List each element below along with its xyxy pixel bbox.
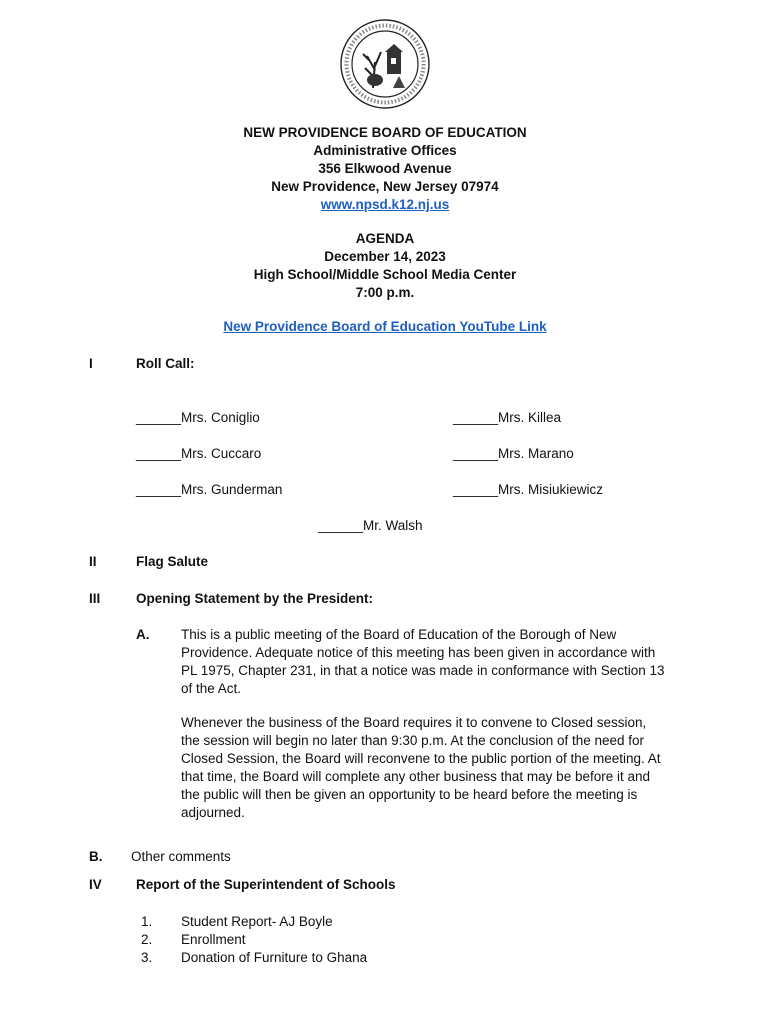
roll-call-killea: ______Mrs. Killea: [453, 410, 562, 425]
opening-paragraph-1: [181, 626, 681, 698]
section-title-roll-call: Roll Call:: [136, 356, 195, 371]
roll-call-cuccaro: ______Mrs. Cuccaro: [136, 446, 262, 461]
letterhead: [0, 124, 770, 214]
agenda-title: AGENDA: [355, 231, 415, 246]
board-seal-logo: [339, 18, 431, 110]
item-text: Student Report- AJ Boyle: [181, 914, 333, 929]
section-title-other: Other comments: [131, 849, 231, 864]
roll-call-gunderman: ______Mrs. Gunderman: [136, 482, 283, 497]
section-num-superintendent: IV: [89, 877, 102, 892]
paragraph-line: PL 1975, Chapter 231, in that a notice was made in conformance with Section 13: [181, 663, 665, 678]
street-address: 356 Elkwood Avenue: [318, 161, 452, 176]
section-title-superintendent: Report of the Superintendent of Schools: [136, 877, 396, 892]
paragraph-line: This is a public meeting of the Board of Education of the Borough of New: [181, 627, 617, 642]
section-num-roll-call: I: [89, 356, 93, 371]
meeting-date: December 14, 2023: [324, 249, 446, 264]
paragraph-line: that time, the Board will complete any other business that may be before it and: [181, 769, 651, 784]
opening-paragraph-2: [181, 714, 681, 822]
offices-line: Administrative Offices: [313, 143, 457, 158]
section-title-flag: Flag Salute: [136, 554, 209, 569]
item-number: 1.: [141, 914, 153, 929]
section-title-opening: Opening Statement by the President:: [136, 591, 374, 606]
city-state-zip: New Providence, New Jersey 07974: [271, 179, 499, 194]
seal-graphic: [339, 18, 431, 110]
section-num-flag: II: [89, 554, 97, 569]
paragraph-line: the public will then be given an opportunity to be heard before the meeting is: [181, 787, 638, 802]
opening-label-a: A.: [136, 627, 150, 642]
youtube-link[interactable]: New Providence Board of Education YouTube Link: [223, 319, 547, 334]
roll-call-walsh: ______Mr. Walsh: [318, 518, 423, 533]
org-name: NEW PROVIDENCE BOARD OF EDUCATION: [243, 125, 527, 140]
item-number: 3.: [141, 950, 153, 965]
youtube-link-row: [0, 318, 770, 336]
meeting-info: [0, 230, 770, 302]
item-number: 2.: [141, 932, 153, 947]
meeting-time: 7:00 p.m.: [355, 285, 415, 300]
roll-call-marano: ______Mrs. Marano: [453, 446, 574, 461]
roll-call-coniglio: ______Mrs. Coniglio: [136, 410, 260, 425]
paragraph-line: Providence. Adequate notice of this meeting has been given in accordance with: [181, 645, 656, 660]
roll-call-misiukiewicz: ______Mrs. Misiukiewicz: [453, 482, 604, 497]
paragraph-line: of the Act.: [181, 681, 242, 696]
paragraph-line: Whenever the business of the Board requires it to convene to Closed session,: [181, 715, 647, 730]
section-num-other: B.: [89, 849, 103, 864]
meeting-location: High School/Middle School Media Center: [253, 267, 517, 282]
paragraph-line: Closed Session, the Board will reconvene to the public portion of the meeting. At: [181, 751, 661, 766]
item-text: Enrollment: [181, 932, 246, 947]
section-num-opening: III: [89, 591, 101, 606]
paragraph-line: adjourned.: [181, 805, 245, 820]
paragraph-line: the session will begin no later than 9:30 p.m. At the conclusion of the need for: [181, 733, 645, 748]
website-link[interactable]: www.npsd.k12.nj.us: [320, 197, 450, 212]
item-text: Donation of Furniture to Ghana: [181, 950, 368, 965]
